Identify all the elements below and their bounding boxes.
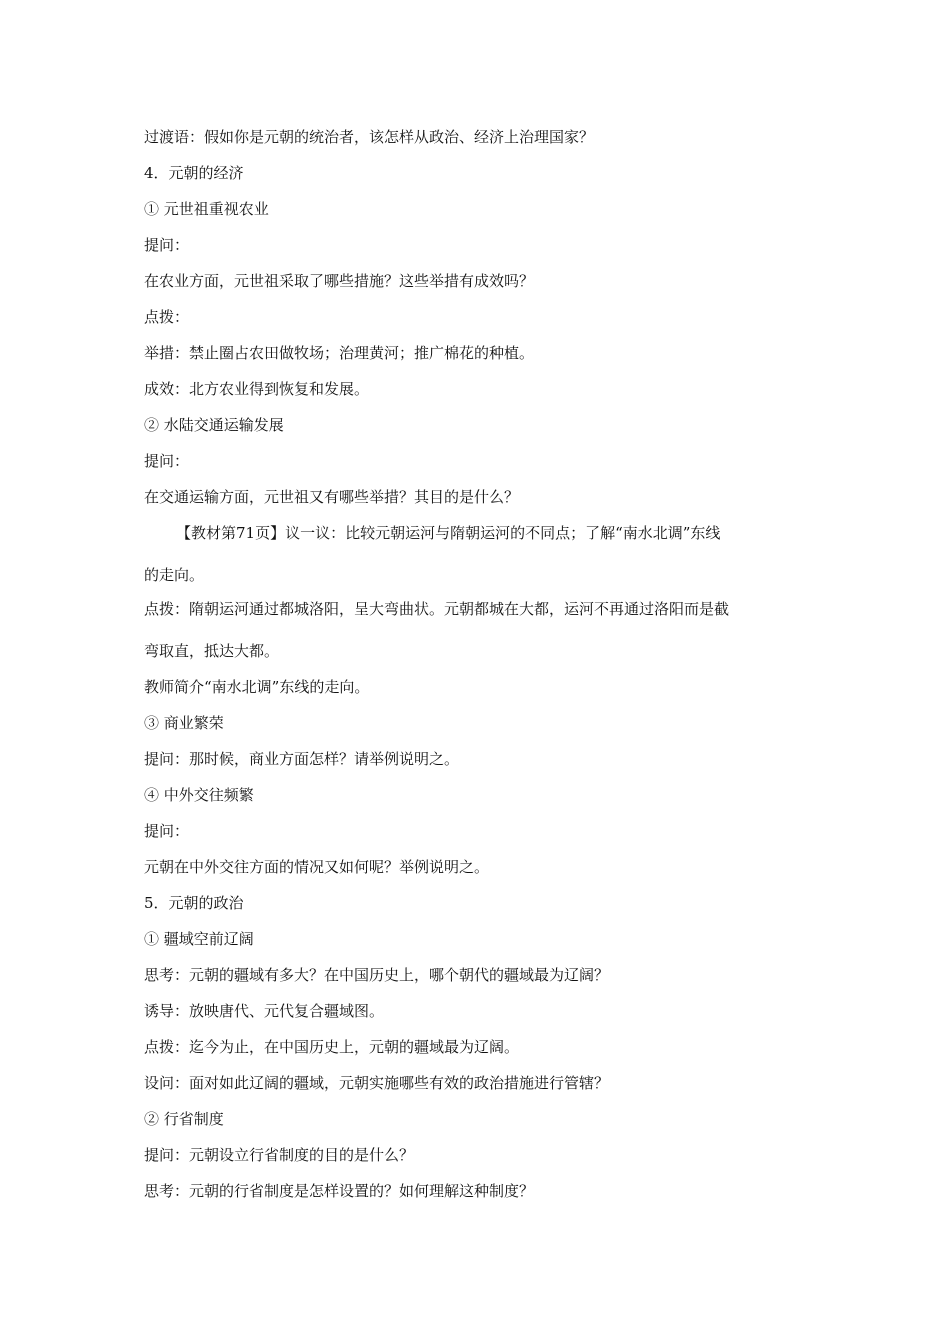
text-line: 弯取直，抵达大都。: [144, 642, 280, 660]
text-line: 提问：元朝设立行省制度的目的是什么？: [144, 1146, 415, 1164]
text-line: 点拨：隋朝运河通过都城洛阳，呈大弯曲状。元朝都城在大都，运河不再通过洛阳而是截: [144, 600, 730, 618]
text-line: 【教材第71页】议一议：比较元朝运河与隋朝运河的不同点；了解“南水北调”东线: [176, 524, 721, 542]
text-line: 过渡语：假如你是元朝的统治者，该怎样从政治、经济上治理国家？: [144, 128, 595, 146]
text-line: 教师简介“南水北调”东线的走向。: [144, 678, 370, 696]
text-line: 的走向。: [144, 566, 205, 584]
text-line: 设问：面对如此辽阔的疆域，元朝实施哪些有效的政治措施进行管辖？: [144, 1074, 610, 1092]
subsection-heading: ② 水陆交通运输发展: [144, 416, 284, 434]
text-line: 成效：北方农业得到恢复和发展。: [144, 380, 370, 398]
subsection-heading: ① 疆域空前辽阔: [144, 930, 254, 948]
text-line: 点拨：: [144, 308, 190, 326]
text-line: 思考：元朝的疆域有多大？在中国历史上，哪个朝代的疆域最为辽阔？: [144, 966, 610, 984]
subsection-heading: ① 元世祖重视农业: [144, 200, 269, 218]
text-line: 元朝在中外交往方面的情况又如何呢？举例说明之。: [144, 858, 490, 876]
text-line: 在农业方面，元世祖采取了哪些措施？这些举措有成效吗？: [144, 272, 535, 290]
text-line: 提问：: [144, 452, 190, 470]
subsection-heading: ② 行省制度: [144, 1110, 224, 1128]
text-line: 举措：禁止圈占农田做牧场；治理黄河；推广棉花的种植。: [144, 344, 535, 362]
section-heading: 5．元朝的政治: [144, 894, 244, 912]
subsection-heading: ④ 中外交往频繁: [144, 786, 254, 804]
subsection-heading: ③ 商业繁荣: [144, 714, 224, 732]
text-line: 诱导：放映唐代、元代复合疆域图。: [144, 1002, 385, 1020]
text-line: 提问：: [144, 822, 190, 840]
text-line: 在交通运输方面，元世祖又有哪些举措？其目的是什么？: [144, 488, 520, 506]
text-line: 点拨：迄今为止，在中国历史上，元朝的疆域最为辽阔。: [144, 1038, 520, 1056]
text-line: 思考：元朝的行省制度是怎样设置的？如何理解这种制度？: [144, 1182, 535, 1200]
section-heading: 4．元朝的经济: [144, 164, 244, 182]
text-line: 提问：: [144, 236, 190, 254]
text-line: 提问：那时候，商业方面怎样？请举例说明之。: [144, 750, 460, 768]
